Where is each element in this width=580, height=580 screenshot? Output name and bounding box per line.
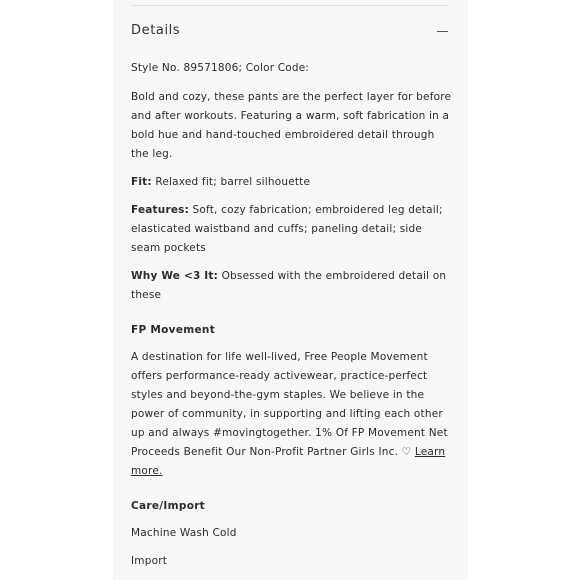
minus-icon[interactable]	[437, 31, 448, 32]
fp-line: offers performance-ready activewear, practice-perfect	[131, 370, 428, 382]
why-we-love-it	[131, 267, 451, 305]
why-text: Obsessed with the embroidered detail on	[218, 270, 447, 282]
features-label: Features:	[131, 204, 189, 216]
style-number: Style No. 89571806; Color Code:	[131, 62, 310, 74]
fp-line: Proceeds Benefit Our Non-Profit Partner Girls Inc. ♡	[131, 446, 415, 458]
fp-line: up and always #movingtogether. 1% Of FP Movement Net	[131, 427, 448, 439]
learn-more-link-continued[interactable]: more.	[131, 465, 163, 477]
fit-info	[131, 173, 451, 192]
features-text: Soft, cozy fabrication; embroidered leg detail;	[189, 204, 443, 216]
care-wash: Machine Wash Cold	[131, 527, 237, 539]
features-info	[131, 201, 451, 258]
fp-movement-description	[131, 348, 451, 481]
why-label: Why We <3 It:	[131, 270, 219, 282]
fp-line: styles and beyond-the-gym staples. We believe in the	[131, 389, 425, 401]
learn-more-link[interactable]: Learn	[414, 446, 446, 458]
fit-label: Fit:	[131, 176, 152, 188]
fp-line: power of community, in supporting and lifting each other	[131, 408, 443, 420]
fit-value: Relaxed fit; barrel silhouette	[151, 176, 311, 188]
description-line: bold hue and hand-touched embroidered detail through	[131, 129, 435, 141]
fp-line: A destination for life well-lived, Free People Movement	[131, 351, 428, 363]
details-title: Details	[131, 23, 181, 38]
why-text: these	[131, 289, 162, 301]
care-import: Import	[131, 555, 168, 567]
features-text: seam pockets	[131, 242, 206, 254]
details-accordion-header[interactable]	[131, 22, 449, 42]
description-line: the leg.	[131, 148, 173, 160]
care-import-heading: Care/Import	[131, 500, 206, 512]
features-text: elasticated waistband and cuffs; paneling detail; side	[131, 223, 423, 235]
fp-movement-heading: FP Movement	[131, 324, 216, 336]
description-line: Bold and cozy, these pants are the perfect layer for before	[131, 91, 452, 103]
description-line: and after workouts. Featuring a warm, soft fabrication in a	[131, 110, 450, 122]
product-description	[131, 88, 451, 164]
section-divider	[131, 5, 449, 6]
